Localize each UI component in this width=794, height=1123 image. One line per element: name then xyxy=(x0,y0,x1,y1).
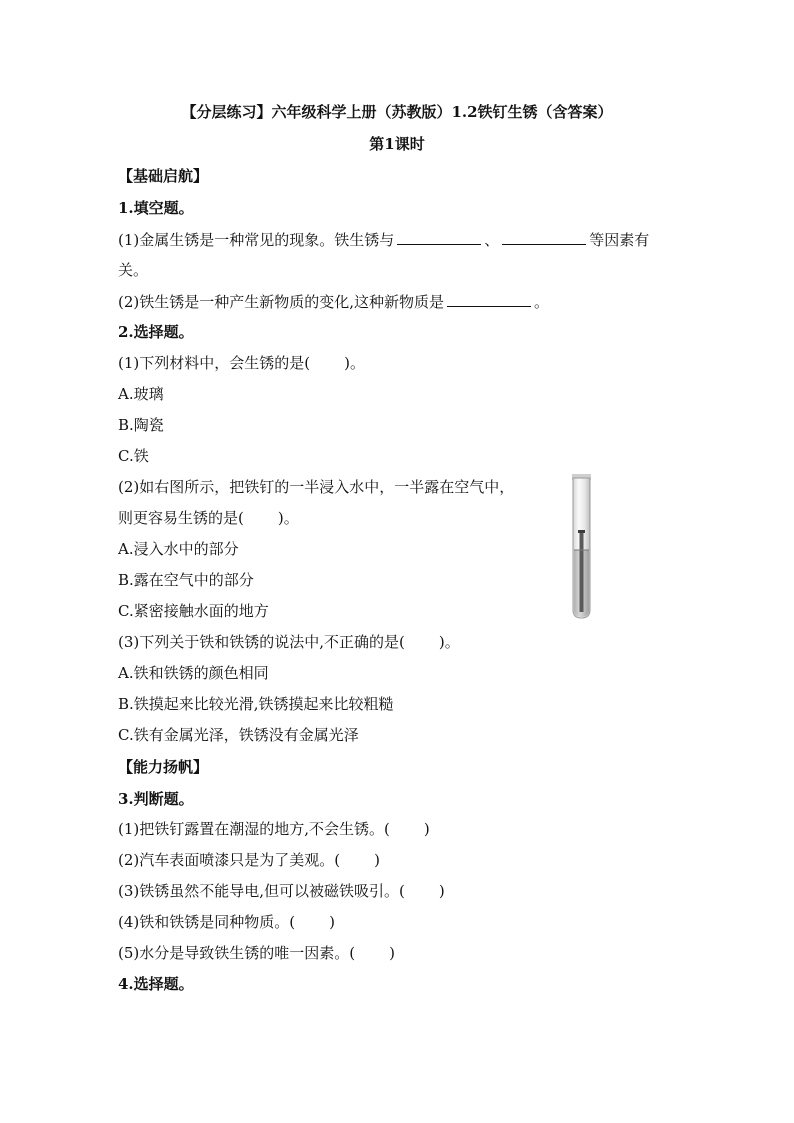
question-2-2-stem-line2: 则更容易生锈的是( )。 xyxy=(118,509,299,527)
judgment-item: (2)汽车表面喷漆只是为了美观。( ) xyxy=(118,851,380,869)
question-2-3-stem: (3)下列关于铁和铁锈的说法中,不正确的是( )。 xyxy=(118,633,460,651)
option-2-2-c: C.紧密接触水面的地方 xyxy=(118,602,269,620)
answer-blank xyxy=(447,291,531,307)
question-2-heading: 2.选择题。 xyxy=(118,323,194,341)
answer-blank xyxy=(502,229,586,245)
question-1-2: (2)铁生锈是一种产生新物质的变化,这种新物质是 。 xyxy=(118,293,550,311)
question-2-1-stem: (1)下列材料中，会生锈的是( )。 xyxy=(118,354,365,372)
test-tube-nail-illustration xyxy=(569,474,595,620)
option-2-1-c: C.铁 xyxy=(118,447,149,465)
nail-head xyxy=(578,530,585,533)
judgment-item: (5)水分是导致铁生锈的唯一因素。( ) xyxy=(118,944,395,962)
option-2-2-a: A.浸入水中的部分 xyxy=(118,540,239,558)
section-heading-ability: 【能力扬帆】 xyxy=(118,758,209,776)
question-4-heading: 4.选择题。 xyxy=(118,975,194,993)
answer-blank xyxy=(397,229,481,245)
judgment-item: (3)铁锈虽然不能导电,但可以被磁铁吸引。( ) xyxy=(118,882,445,900)
section-heading-basic: 【基础启航】 xyxy=(118,167,209,185)
question-2-2-stem-line1: (2)如右图所示，把铁钉的一半浸入水中，一半露在空气中， xyxy=(118,478,515,496)
question-1-1: (1)金属生锈是一种常见的现象。铁生锈与 、 等因素有 xyxy=(118,231,650,249)
page-subtitle: 第1课时 xyxy=(369,135,425,153)
judgment-item: (1)把铁钉露置在潮湿的地方,不会生锈。( ) xyxy=(118,820,430,838)
question-3-heading: 3.判断题。 xyxy=(118,790,194,808)
judgment-item: (4)铁和铁锈是同种物质。( ) xyxy=(118,913,335,931)
option-2-3-c: C.铁有金属光泽，铁锈没有金属光泽 xyxy=(118,726,359,744)
question-1-1-continued: 关。 xyxy=(118,261,149,279)
iron-nail xyxy=(580,532,584,612)
option-2-2-b: B.露在空气中的部分 xyxy=(118,571,254,589)
option-2-3-b: B.铁摸起来比较光滑,铁锈摸起来比较粗糙 xyxy=(118,695,394,713)
option-2-3-a: A.铁和铁锈的颜色相同 xyxy=(118,664,269,682)
page-title: 【分层练习】六年级科学上册（苏教版）1.2铁钉生锈（含答案） xyxy=(181,103,613,121)
option-2-1-a: A.玻璃 xyxy=(118,385,164,403)
question-1-heading: 1.填空题。 xyxy=(118,199,194,217)
option-2-1-b: B.陶瓷 xyxy=(118,416,164,434)
